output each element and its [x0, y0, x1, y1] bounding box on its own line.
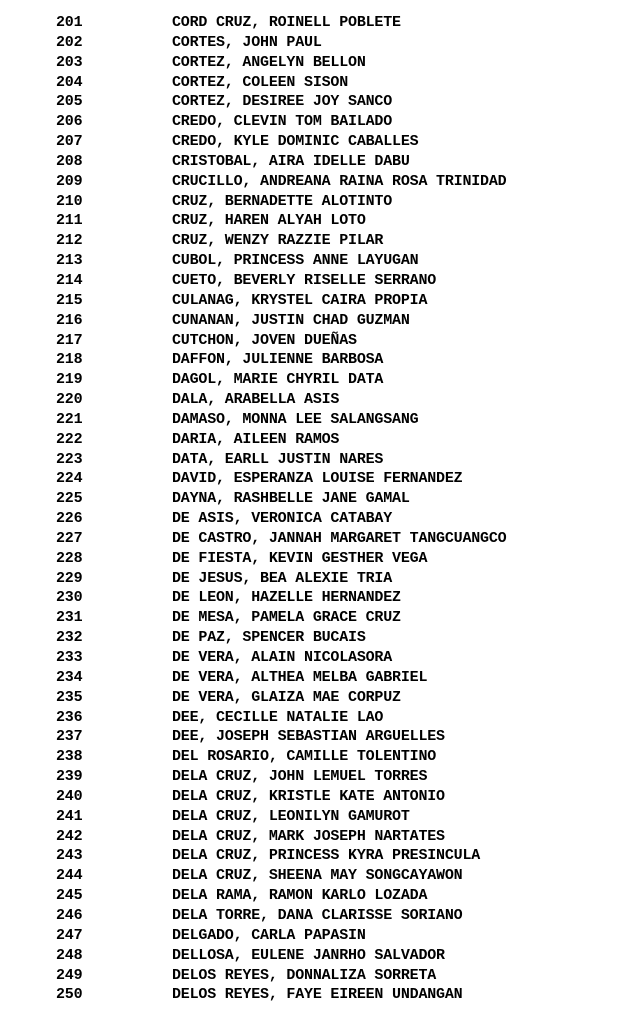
list-item — [0, 251, 644, 271]
entry-number: 227 — [56, 529, 83, 547]
entry-name: DE CASTRO, JANNAH MARGARET TANGCUANGCO — [172, 529, 507, 547]
entry-number: 219 — [56, 371, 83, 389]
entry-number: 238 — [56, 748, 83, 766]
entry-name: DAFFON, JULIENNE BARBOSA — [172, 351, 384, 369]
entry-number: 205 — [56, 93, 83, 111]
entry-number: 215 — [56, 291, 83, 309]
entry-name: CUETO, BEVERLY RISELLE SERRANO — [172, 271, 437, 289]
entry-name: DE PAZ, SPENCER BUCAIS — [172, 629, 366, 647]
entry-name: DELA CRUZ, KRISTLE KATE ANTONIO — [172, 787, 445, 805]
entry-name: DALA, ARABELLA ASIS — [172, 391, 340, 409]
entry-number: 249 — [56, 966, 83, 984]
entry-number: 210 — [56, 192, 83, 210]
list-item — [0, 509, 644, 529]
entry-number: 204 — [56, 73, 83, 91]
entry-name: DE JESUS, BEA ALEXIE TRIA — [172, 569, 393, 587]
list-item — [0, 985, 644, 1005]
entry-number: 231 — [56, 609, 83, 627]
list-item — [0, 767, 644, 787]
entry-number: 236 — [56, 708, 83, 726]
list-item — [0, 73, 644, 93]
list-item — [0, 727, 644, 747]
entry-name: DELOS REYES, FAYE EIREEN UNDANGAN — [172, 986, 463, 1004]
entry-number: 240 — [56, 787, 83, 805]
list-item — [0, 807, 644, 827]
entry-name: CREDO, KYLE DOMINIC CABALLES — [172, 133, 419, 151]
entry-name: CRUZ, HAREN ALYAH LOTO — [172, 212, 366, 230]
list-item — [0, 231, 644, 251]
list-item — [0, 172, 644, 192]
entry-number: 225 — [56, 490, 83, 508]
entry-name: CUTCHON, JOVEN DUEÑAS — [172, 331, 357, 349]
entry-name: DE ASIS, VERONICA CATABAY — [172, 510, 393, 528]
entry-name: DE LEON, HAZELLE HERNANDEZ — [172, 589, 401, 607]
entry-name: DELA CRUZ, SHEENA MAY SONGCAYAWON — [172, 867, 463, 885]
entry-name: CORTEZ, ANGELYN BELLON — [172, 53, 366, 71]
list-item — [0, 410, 644, 430]
entry-name: DE FIESTA, KEVIN GESTHER VEGA — [172, 549, 428, 567]
list-item — [0, 846, 644, 866]
entry-name: CORTEZ, COLEEN SISON — [172, 73, 349, 91]
entry-name: CRUZ, BERNADETTE ALOTINTO — [172, 192, 393, 210]
list-item — [0, 569, 644, 589]
entry-name: DELA CRUZ, LEONILYN GAMUROT — [172, 807, 410, 825]
entry-number: 221 — [56, 410, 83, 428]
entry-number: 229 — [56, 569, 83, 587]
entry-name: DAGOL, MARIE CHYRIL DATA — [172, 371, 384, 389]
entry-name: DEE, CECILLE NATALIE LAO — [172, 708, 384, 726]
entry-name: CRUCILLO, ANDREANA RAINA ROSA TRINIDAD — [172, 172, 507, 190]
entry-number: 232 — [56, 629, 83, 647]
entry-number: 212 — [56, 232, 83, 250]
list-item — [0, 588, 644, 608]
list-item — [0, 311, 644, 331]
entry-name: CUNANAN, JUSTIN CHAD GUZMAN — [172, 311, 410, 329]
entry-number: 222 — [56, 430, 83, 448]
entry-name: DELOS REYES, DONNALIZA SORRETA — [172, 966, 437, 984]
list-item — [0, 13, 644, 33]
entry-number: 203 — [56, 53, 83, 71]
list-item — [0, 608, 644, 628]
entry-number: 213 — [56, 252, 83, 270]
list-item — [0, 469, 644, 489]
entry-number: 241 — [56, 807, 83, 825]
entry-number: 206 — [56, 113, 83, 131]
entry-name: DELA CRUZ, PRINCESS KYRA PRESINCULA — [172, 847, 481, 865]
entry-number: 230 — [56, 589, 83, 607]
entry-name: CUBOL, PRINCESS ANNE LAYUGAN — [172, 252, 419, 270]
entry-name: DELGADO, CARLA PAPASIN — [172, 926, 366, 944]
entry-number: 233 — [56, 649, 83, 666]
list-item — [0, 152, 644, 172]
list-item — [0, 966, 644, 986]
list-item — [0, 192, 644, 212]
entry-number: 211 — [56, 212, 83, 230]
entry-number: 207 — [56, 133, 83, 151]
list-item — [0, 668, 644, 688]
entry-number: 220 — [56, 391, 83, 409]
list-item — [0, 628, 644, 648]
entry-name: DELA RAMA, RAMON KARLO LOZADA — [172, 887, 428, 905]
list-item — [0, 946, 644, 966]
list-item — [0, 92, 644, 112]
list-item — [0, 331, 644, 351]
entry-number: 247 — [56, 926, 83, 944]
list-item — [0, 390, 644, 410]
entry-number: 246 — [56, 906, 83, 924]
entry-number: 228 — [56, 549, 83, 567]
entry-name: CORTEZ, DESIREE JOY SANCO — [172, 93, 393, 111]
entry-name: DE VERA, ALAIN NICOLASORA — [172, 649, 393, 666]
list-item — [0, 112, 644, 132]
entry-name: CORD CRUZ, ROINELL POBLETE — [172, 14, 401, 31]
entry-name: DATA, EARLL JUSTIN NARES — [172, 450, 384, 468]
list-item — [0, 291, 644, 311]
entry-name: CULANAG, KRYSTEL CAIRA PROPIA — [172, 291, 428, 309]
entry-number: 250 — [56, 986, 83, 1004]
entry-name: CRUZ, WENZY RAZZIE PILAR — [172, 232, 384, 250]
list-item — [0, 529, 644, 549]
entry-name: DAVID, ESPERANZA LOUISE FERNANDEZ — [172, 470, 463, 488]
entry-name: CREDO, CLEVIN TOM BAILADO — [172, 113, 393, 131]
entry-number: 217 — [56, 331, 83, 349]
entry-name: DEE, JOSEPH SEBASTIAN ARGUELLES — [172, 728, 445, 746]
entry-name: DE VERA, GLAIZA MAE CORPUZ — [172, 688, 401, 706]
list-item — [0, 33, 644, 53]
entry-number: 237 — [56, 728, 83, 746]
list-item — [0, 866, 644, 886]
entry-name: CORTES, JOHN PAUL — [172, 33, 322, 51]
list-item — [0, 708, 644, 728]
entry-number: 208 — [56, 152, 83, 170]
list-item — [0, 430, 644, 450]
entry-number: 218 — [56, 351, 83, 369]
entry-name: DELA TORRE, DANA CLARISSE SORIANO — [172, 906, 463, 924]
entry-name: DEL ROSARIO, CAMILLE TOLENTINO — [172, 748, 437, 766]
list-item — [0, 132, 644, 152]
name-list — [0, 13, 644, 1005]
entry-number: 223 — [56, 450, 83, 468]
entry-name: DE VERA, ALTHEA MELBA GABRIEL — [172, 668, 428, 686]
entry-number: 245 — [56, 887, 83, 905]
entry-name: CRISTOBAL, AIRA IDELLE DABU — [172, 152, 410, 170]
list-item — [0, 747, 644, 767]
entry-name: DE MESA, PAMELA GRACE CRUZ — [172, 609, 401, 627]
entry-number: 234 — [56, 668, 83, 686]
list-item — [0, 906, 644, 926]
list-item — [0, 926, 644, 946]
entry-number: 226 — [56, 510, 83, 528]
list-item — [0, 211, 644, 231]
list-item — [0, 53, 644, 73]
list-item — [0, 489, 644, 509]
entry-number: 242 — [56, 827, 83, 845]
list-item — [0, 886, 644, 906]
entry-number: 202 — [56, 33, 83, 51]
list-item — [0, 370, 644, 390]
entry-number: 209 — [56, 172, 83, 190]
entry-number: 201 — [56, 14, 83, 31]
entry-number: 216 — [56, 311, 83, 329]
entry-name: DELLOSA, EULENE JANRHO SALVADOR — [172, 946, 445, 964]
entry-number: 224 — [56, 470, 83, 488]
list-item — [0, 688, 644, 708]
entry-number: 239 — [56, 768, 83, 786]
list-item — [0, 271, 644, 291]
entry-name: DELA CRUZ, JOHN LEMUEL TORRES — [172, 768, 428, 786]
list-item — [0, 648, 644, 668]
entry-number: 235 — [56, 688, 83, 706]
entry-number: 248 — [56, 946, 83, 964]
entry-name: DELA CRUZ, MARK JOSEPH NARTATES — [172, 827, 445, 845]
entry-name: DAYNA, RASHBELLE JANE GAMAL — [172, 490, 410, 508]
entry-number: 244 — [56, 867, 83, 885]
entry-name: DAMASO, MONNA LEE SALANGSANG — [172, 410, 419, 428]
list-item — [0, 350, 644, 370]
list-item — [0, 827, 644, 847]
list-item — [0, 549, 644, 569]
list-item — [0, 450, 644, 470]
list-item — [0, 787, 644, 807]
entry-name: DARIA, AILEEN RAMOS — [172, 430, 340, 448]
entry-number: 243 — [56, 847, 83, 865]
entry-number: 214 — [56, 271, 83, 289]
